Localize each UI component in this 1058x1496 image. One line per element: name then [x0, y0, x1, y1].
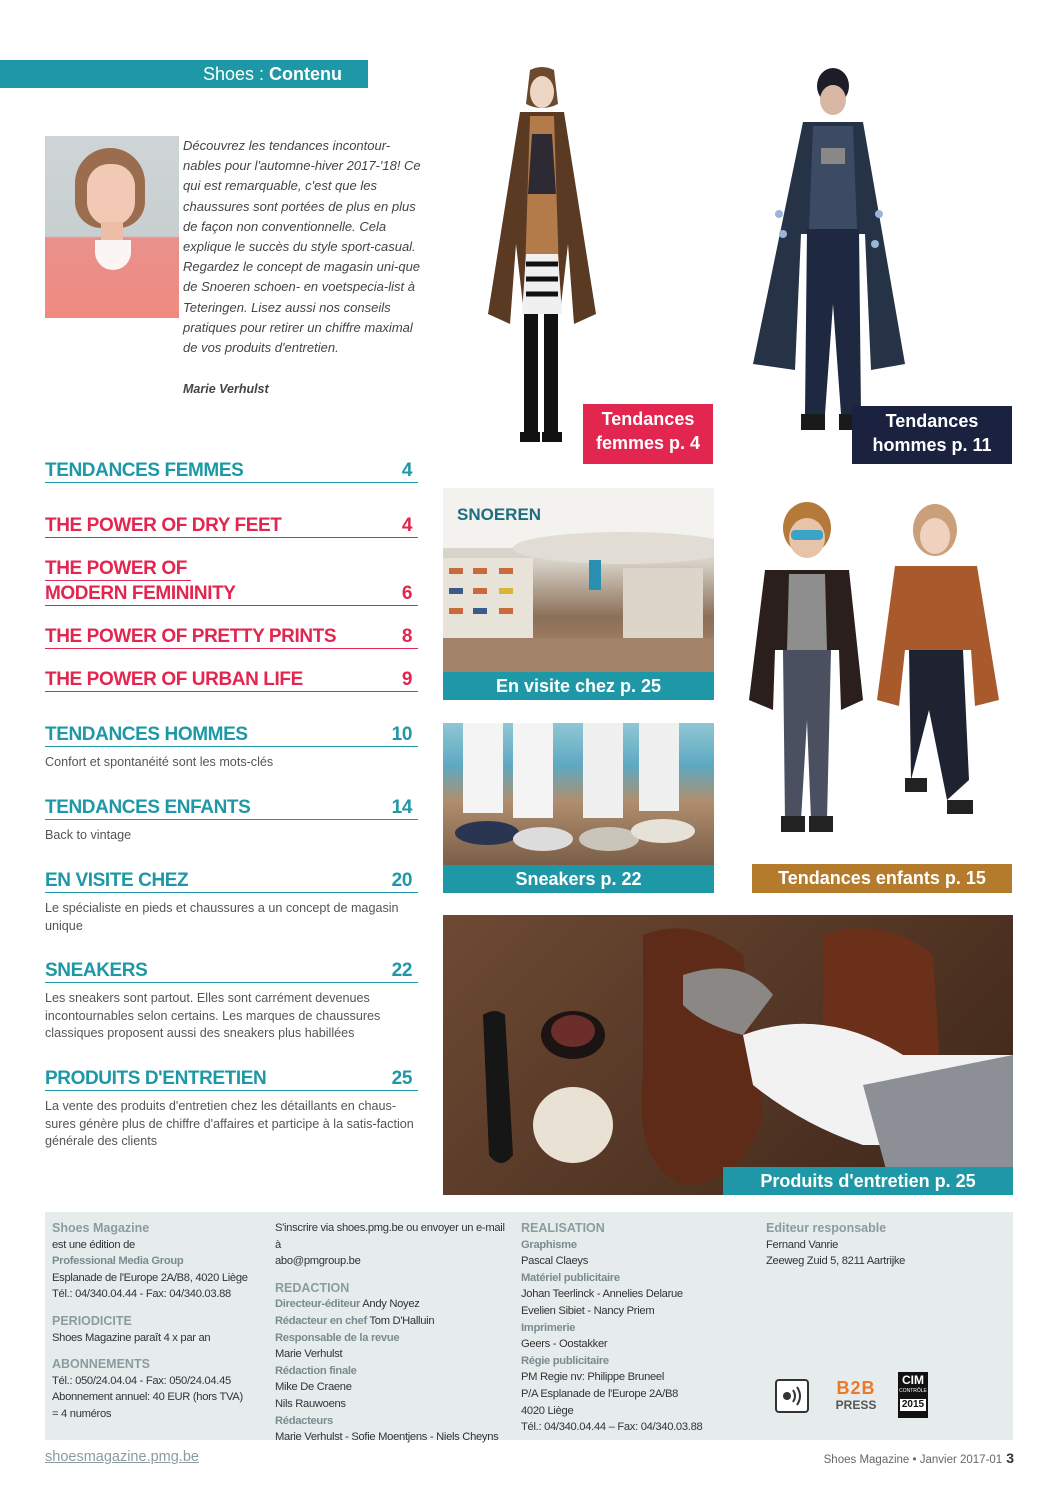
toc-title: THE POWER OF PRETTY PRINTS — [45, 626, 337, 647]
toc-item-sneakers[interactable] — [45, 960, 418, 983]
regie-line1: PM Regie nv: Philippe Bruneel — [521, 1371, 665, 1384]
toc-title: THE POWER OF DRY FEET — [45, 515, 282, 536]
subscribe-email[interactable]: abo@pmgroup.be — [275, 1255, 361, 1268]
caption-tendances-femmes[interactable]: Tendances femmes p. 4 — [583, 404, 713, 464]
page-number: 3 — [1006, 1450, 1014, 1466]
directeur-label: Directeur-éditeur — [275, 1298, 361, 1311]
editorial-text: Découvrez les tendances incontour-nables pour l'automne-hiver 2017-'18! Ce qui est remarquable, c'est que les chaussures sont portées de plus en plus de façon non conventionnelle. Cela explique le succès du style sport-casual. Regardez le concept de magasin uni-que de Snoeren schoen- en voetspecia-list à Teteringen. Lisez aussi nos conseils pratiques pour retirer un chiffre maximal de vos produits d'entretien. — [183, 138, 421, 356]
redaction-finale-name1: Mike De Craene — [275, 1381, 352, 1394]
abonnements-price: Abonnement annuel: 40 EUR (hors TVA) — [52, 1391, 243, 1404]
toc-page: 25 — [391, 1068, 412, 1089]
toc-title: MODERN FEMININITY — [45, 583, 236, 604]
cim-logo-year: 2015 — [901, 1399, 925, 1410]
redaction-finale-label: Rédaction finale — [275, 1364, 357, 1377]
redaction-finale-name2: Nils Rauwoens — [275, 1397, 346, 1410]
editeur-heading: Editeur responsable — [766, 1221, 887, 1235]
editeur-address: Zeeweg Zuid 5, 8211 Aartrijke — [766, 1255, 906, 1268]
toc-item-tendances-femmes[interactable] — [45, 460, 418, 483]
regie-line3: 4020 Liège — [521, 1404, 574, 1417]
toc-page: 9 — [401, 669, 412, 690]
responsable-label: Responsable de la revue — [275, 1331, 400, 1344]
toc-page: 22 — [391, 960, 412, 981]
redaction-heading: REDACTION — [275, 1280, 350, 1295]
toc-page: 8 — [401, 626, 412, 647]
toc-desc: Le spécialiste en pieds et chaussures a un concept de magasin unique — [45, 901, 399, 933]
toc-desc: Confort et spontanéité sont les mots-clés — [45, 755, 274, 769]
toc-item-produits-entretien[interactable] — [45, 1068, 418, 1091]
toc-page: 4 — [401, 515, 412, 536]
chef-name: Tom D'Halluin — [369, 1314, 435, 1327]
publisher-address: Esplanade de l'Europe 2A/B8, 4020 Liège — [52, 1271, 248, 1284]
editor-portrait — [45, 136, 179, 318]
toc-item-tendances-enfants[interactable] — [45, 797, 418, 820]
toc-title: TENDANCES FEMMES — [45, 460, 244, 481]
imprimerie-label: Imprimerie — [521, 1321, 576, 1334]
toc-title: TENDANCES HOMMES — [45, 724, 248, 745]
materiel-names1: Johan Teerlinck - Annelies Delarue — [521, 1288, 683, 1301]
caption-sneakers[interactable]: Sneakers p. 22 — [443, 865, 714, 893]
caption-produits-entretien[interactable]: Produits d'entretien p. 25 — [723, 1167, 1013, 1195]
toc-page: 14 — [391, 797, 412, 818]
redacteurs-label: Rédacteurs — [275, 1414, 333, 1427]
caption-tendances-enfants[interactable]: Tendances enfants p. 15 — [752, 864, 1012, 893]
toc-title: PRODUITS D'ENTRETIEN — [45, 1068, 267, 1089]
sneakers-photo — [443, 723, 714, 865]
toc-desc: La vente des produits d'entretien chez les détaillants en chaus-sures génère plus de chiffre d'affaires et participe à la satis-faction générale des clients — [45, 1099, 414, 1148]
women-fashion-photo — [472, 64, 612, 460]
toc-title: THE POWER OF URBAN LIFE — [45, 669, 303, 690]
b2b-press-logo-icon — [830, 1378, 882, 1412]
abonnements-numbers: = 4 numéros — [52, 1407, 112, 1420]
materiel-label: Matériel publicitaire — [521, 1271, 620, 1284]
section-header — [0, 60, 368, 88]
page-footer — [824, 1450, 1014, 1466]
toc-item-modern-femininity-line1[interactable] — [45, 558, 418, 581]
toc-page: 20 — [391, 870, 412, 891]
responsable-name: Marie Verhulst — [275, 1348, 343, 1361]
toc-item-tendances-hommes[interactable] — [45, 724, 418, 747]
toc-item-urban-life[interactable] — [45, 669, 418, 692]
imprimerie-name: Geers - Oostakker — [521, 1338, 608, 1351]
header-title: Contenu — [269, 64, 342, 84]
toc-page: 6 — [401, 583, 412, 604]
kids-fashion-photo — [745, 500, 1007, 862]
editorial-author: Marie Verhulst — [183, 382, 269, 396]
subscribe-line1: S'inscrire via shoes.pmg.be ou envoyer un e-mail à — [275, 1222, 505, 1251]
graphisme-name: Pascal Claeys — [521, 1255, 588, 1268]
abonnements-heading: ABONNEMENTS — [52, 1357, 150, 1372]
periodicite-heading: PERIODICITE — [52, 1313, 132, 1328]
periodicite-text: Shoes Magazine paraît 4 x par an — [52, 1331, 211, 1344]
edition-line: est une édition de — [52, 1238, 135, 1251]
regie-label: Régie publicitaire — [521, 1354, 609, 1367]
shoe-care-photo — [443, 915, 1013, 1195]
toc-item-en-visite-chez[interactable] — [45, 870, 418, 893]
store-sign: SNOEREN — [457, 505, 542, 524]
toc-title: THE POWER OF — [45, 558, 191, 581]
regie-line2: P/A Esplanade de l'Europe 2A/B8 — [521, 1387, 679, 1400]
colophon-col-publisher — [52, 1220, 267, 1423]
magazine-name: Shoes Magazine — [52, 1221, 150, 1235]
toc-item-dry-feet[interactable] — [45, 515, 418, 538]
b2b-logo-text: B2B — [836, 1378, 876, 1398]
sound-logo-icon — [775, 1379, 809, 1413]
colophon-col-realisation — [521, 1220, 756, 1436]
colophon-col-editeur — [766, 1220, 1006, 1270]
cim-logo-icon — [898, 1372, 928, 1418]
caption-en-visite[interactable]: En visite chez p. 25 — [443, 672, 714, 700]
publisher-name: Professional Media Group — [52, 1255, 184, 1268]
regie-line4: Tél.: 04/340.04.44 – Fax: 04/340.03.88 — [521, 1421, 703, 1434]
materiel-names2: Evelien Sibiet - Nancy Priem — [521, 1304, 655, 1317]
toc-item-modern-femininity[interactable] — [45, 583, 418, 606]
toc-desc: Les sneakers sont partout. Elles sont carrément devenues incontournables selon certains. Les marques de chaussures classiques proposent aussi des sneakers plus habillées — [45, 991, 381, 1040]
chef-label: Rédacteur en chef — [275, 1314, 367, 1327]
toc-page: 4 — [401, 460, 412, 481]
graphisme-label: Graphisme — [521, 1238, 577, 1251]
press-logo-text: PRESS — [835, 1398, 877, 1412]
toc-page: 10 — [391, 724, 412, 745]
abonnements-tel: Tél.: 050/24.04.04 - Fax: 050/24.04.45 — [52, 1374, 231, 1387]
toc-title: SNEAKERS — [45, 960, 148, 981]
colophon-col-redaction — [275, 1220, 510, 1446]
website-link[interactable]: shoesmagazine.pmg.be — [45, 1449, 199, 1465]
issue-info: Shoes Magazine • Janvier 2017-01 — [823, 1454, 1003, 1466]
header-prefix: Shoes : — [202, 64, 270, 84]
toc-item-pretty-prints[interactable] — [45, 626, 418, 649]
redacteurs-names: Marie Verhulst - Sofie Moentjens - Niels Cheyns — [275, 1431, 499, 1444]
toc-title: TENDANCES ENFANTS — [45, 797, 251, 818]
directeur-name: Andy Noyez — [362, 1298, 420, 1311]
store-photo — [443, 488, 714, 672]
publisher-tel: Tél.: 04/340.04.44 - Fax: 04/340.03.88 — [52, 1288, 231, 1301]
caption-tendances-hommes[interactable]: Tendances hommes p. 11 — [852, 406, 1012, 464]
men-fashion-photo — [745, 64, 915, 460]
editeur-name: Fernand Vanrie — [766, 1238, 839, 1251]
cim-logo-sub: CONTRÔLE — [899, 1388, 927, 1394]
toc-title: EN VISITE CHEZ — [45, 870, 189, 891]
realisation-heading: REALISATION — [521, 1221, 605, 1235]
toc-desc: Back to vintage — [45, 828, 132, 842]
cim-logo-text: CIM — [902, 1373, 924, 1387]
